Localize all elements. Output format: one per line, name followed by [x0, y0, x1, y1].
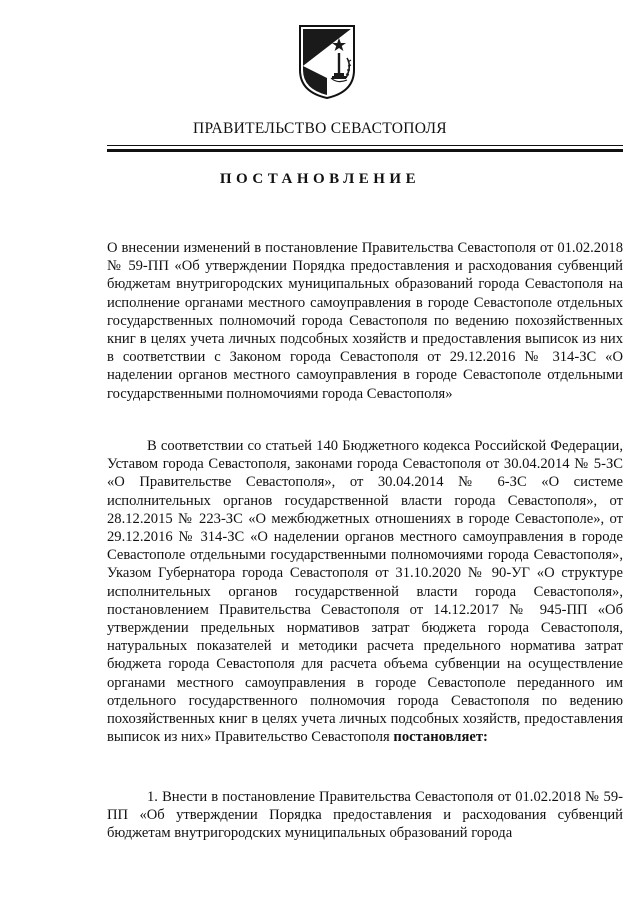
organization-name: ПРАВИТЕЛЬСТВО СЕВАСТОПОЛЯ: [193, 120, 447, 137]
header-rule-thin: [107, 145, 623, 146]
item-1-paragraph: 1. Внести в постановление Правительства Севастополя от 01.02.2018 № 59-ПП «Об утверждении Порядка предоставления и расходования субвенций бюджетам внутригородских муниципальных образований города: [107, 789, 623, 842]
decision-word: постановляет:: [393, 729, 488, 746]
document-title-paragraph: О внесении изменений в постановление Правительства Севастополя от 01.02.2018 № 59-ПП «Об утверждении Порядка предоставления и расходования субвенций бюджетам внутригородских муниципальных образований города Севастополя на исполнение органами местного самоуправления в городе Севастополе отдельных государственных полномочий города Севастополя по ведению похозяйственных книг в целях учета личных подсобных хозяйств и предоставления выписок из них в соответствии с Законом города Севастополя от 29.12.2016 № 314-ЗС «О наделении органов местного самоуправления в городе Севастополе отдельными государственными полномочиями города Севастополя»: [107, 240, 623, 402]
legal-basis-paragraph: [107, 437, 623, 746]
legal-basis-text: В соответствии со статьей 140 Бюджетного кодекса Российской Федерации, Уставом города Севастополя, законами города Севастополя от 30.04.2014 № 5-ЗС «О Правительстве Севастополя», от 30.04.2014 № 6-ЗС «О системе исполнительных органов государственной власти города Севастополя», от 28.12.2015 № 223-ЗС «О межбюджетных отношениях в городе Севастополе», от 29.12.2016 № 314-ЗС «О наделении органов местного самоуправления в городе Севастополе отдельными государственными полномочиями города Севастополя», Указом Губернатора города Севастополя от 31.10.2020 № 90-УГ «О структуре исполнительных органов государственной власти города Севастополя», постановлением Правительства Севастополя от 14.12.2017 № 945-ПП «Об утверждении предельных нормативов затрат бюджета города Севастополя, натуральных показателей и методики расчета предельного норматива затрат бюджета города Севастополя для расчета объема субвенции на осуществление органами местного самоуправления в городе Севастополе переданного им отдельного государственного полномочия города Севастополя по ведению похозяйственных книг в целях учета личных подсобных хозяйств, предоставления выписок из них» Правительство Севастополя: [107, 438, 623, 746]
header-rule-thick: [107, 149, 623, 152]
sevastopol-coat-of-arms-icon: [297, 20, 357, 100]
document-type-heading: ПОСТАНОВЛЕНИЕ: [219, 171, 421, 187]
